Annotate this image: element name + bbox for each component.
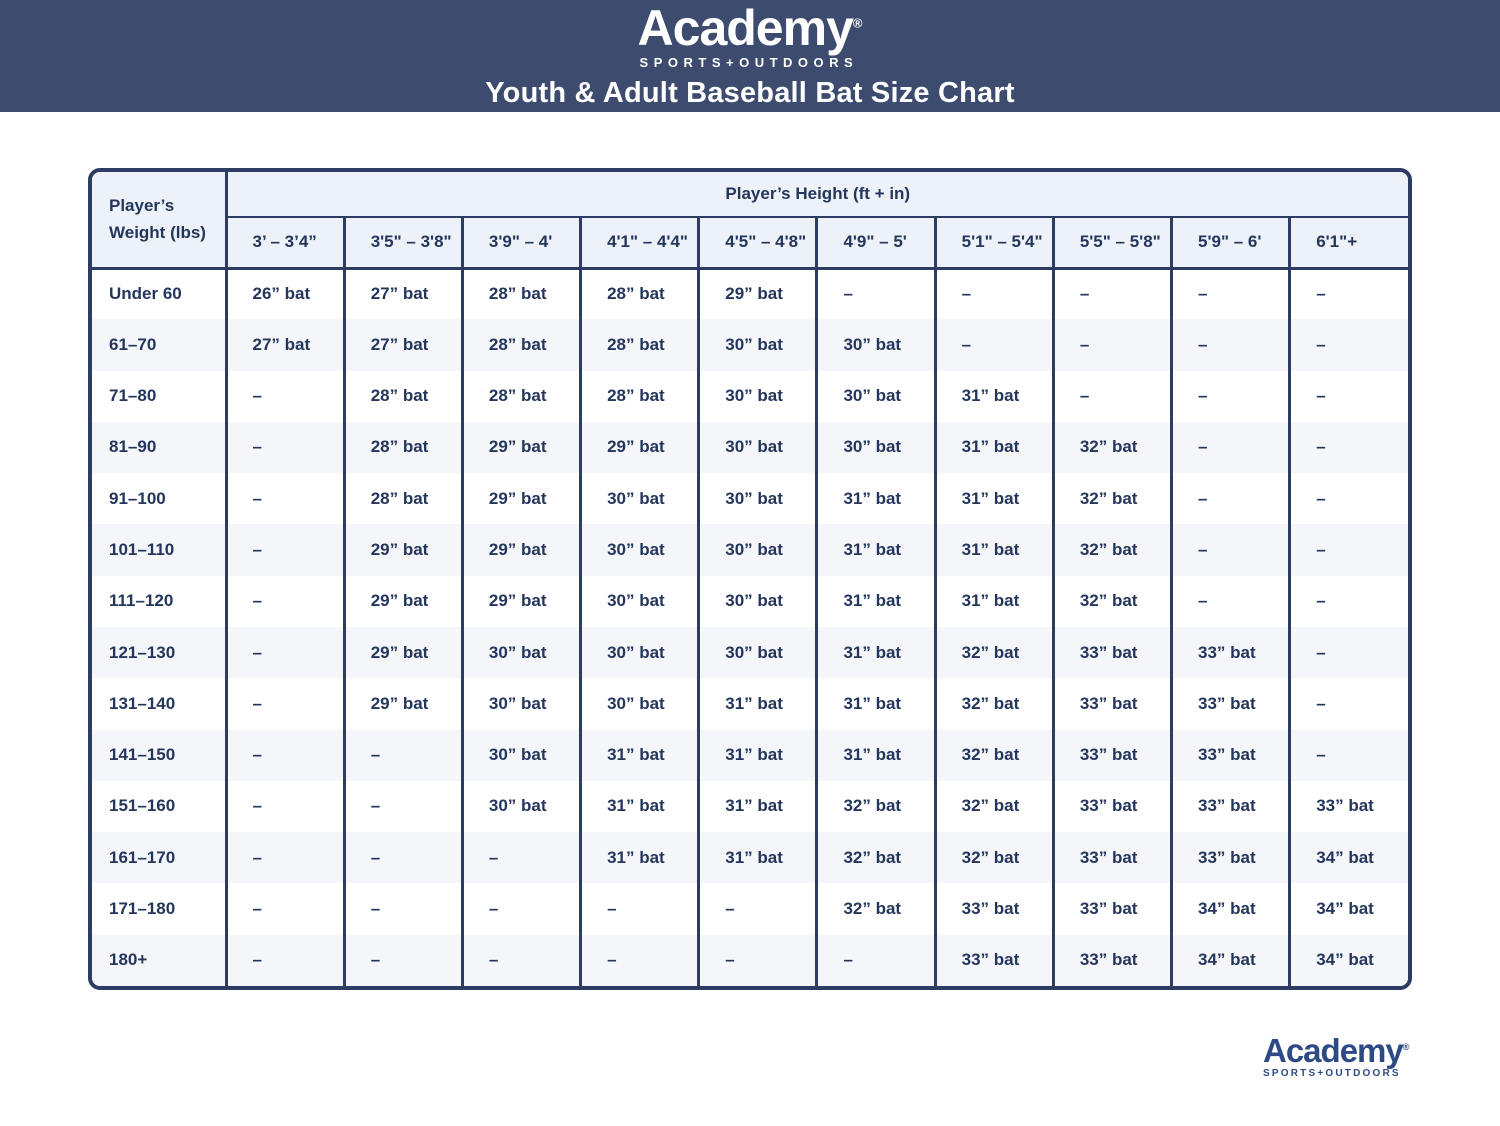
bat-size-cell: 30” bat bbox=[699, 371, 817, 422]
bat-size-cell: 30” bat bbox=[581, 576, 699, 627]
bat-size-cell: – bbox=[1290, 576, 1408, 627]
height-column-header: 4'9" – 5' bbox=[817, 217, 935, 268]
bat-size-cell: – bbox=[1172, 576, 1290, 627]
bat-size-cell: – bbox=[1172, 371, 1290, 422]
bat-size-cell: 31” bat bbox=[817, 678, 935, 729]
bat-size-cell: 31” bat bbox=[935, 524, 1053, 575]
bat-size-cell: – bbox=[226, 781, 344, 832]
bat-size-cell: – bbox=[226, 678, 344, 729]
bat-size-cell: – bbox=[344, 832, 462, 883]
bat-size-cell: 34” bat bbox=[1172, 883, 1290, 934]
bat-size-cell: 30” bat bbox=[699, 319, 817, 370]
height-column-header: 4'5" – 4'8" bbox=[699, 217, 817, 268]
height-column-header: 6'1"+ bbox=[1290, 217, 1408, 268]
academy-logo-word bbox=[1263, 1032, 1433, 1069]
weight-row-header: 151–160 bbox=[109, 796, 176, 816]
bat-size-cell: 29” bat bbox=[462, 524, 580, 575]
bat-size-cell: – bbox=[817, 935, 935, 986]
bat-size-cell: 30” bat bbox=[462, 781, 580, 832]
bat-size-cell: 31” bat bbox=[935, 576, 1053, 627]
academy-logo-subtext: SPORTS+OUTDOORS bbox=[639, 54, 859, 70]
bat-size-cell: 33” bat bbox=[1172, 627, 1290, 678]
bat-size-cell: 33” bat bbox=[1053, 935, 1171, 986]
bat-size-cell: – bbox=[226, 371, 344, 422]
weight-row-header: 61–70 bbox=[109, 334, 157, 354]
bat-size-cell: – bbox=[1290, 268, 1408, 319]
academy-logo-subtext: SPORTS+OUTDOORS bbox=[1263, 1068, 1401, 1080]
bat-size-cell: 30” bat bbox=[817, 371, 935, 422]
table-header bbox=[92, 172, 1408, 268]
bat-size-cell: 30” bat bbox=[699, 627, 817, 678]
bat-size-cell: 33” bat bbox=[1053, 678, 1171, 729]
table-row bbox=[92, 832, 1408, 883]
height-group-header: Player’s Height (ft + in) bbox=[226, 172, 1408, 217]
academy-logo bbox=[637, 0, 863, 70]
bat-size-cell: 31” bat bbox=[935, 371, 1053, 422]
bat-size-cell: – bbox=[1290, 422, 1408, 473]
bat-size-cell: 30” bat bbox=[462, 627, 580, 678]
table-row bbox=[92, 371, 1408, 422]
table-row bbox=[92, 883, 1408, 934]
weight-column-header: Player’s Weight (lbs) bbox=[92, 172, 226, 268]
page-title: Youth & Adult Baseball Bat Size Chart bbox=[485, 76, 1015, 109]
table-row bbox=[92, 935, 1408, 986]
bat-size-cell: – bbox=[935, 268, 1053, 319]
bat-size-cell: – bbox=[1172, 473, 1290, 524]
bat-size-cell: 33” bat bbox=[1053, 627, 1171, 678]
bat-size-cell: – bbox=[1290, 730, 1408, 781]
bat-size-cell: – bbox=[935, 319, 1053, 370]
bat-size-cell: – bbox=[581, 883, 699, 934]
bat-size-cell: 31” bat bbox=[699, 678, 817, 729]
bat-size-cell: 29” bat bbox=[344, 627, 462, 678]
bat-size-cell: – bbox=[1172, 268, 1290, 319]
bat-size-cell: 33” bat bbox=[1053, 730, 1171, 781]
bat-size-cell: 31” bat bbox=[581, 730, 699, 781]
bat-size-cell: – bbox=[226, 730, 344, 781]
bat-size-cell: 28” bat bbox=[581, 371, 699, 422]
bat-size-cell: – bbox=[226, 576, 344, 627]
bat-size-cell: 28” bat bbox=[581, 268, 699, 319]
bat-size-cell: 30” bat bbox=[462, 730, 580, 781]
bat-size-cell: 31” bat bbox=[935, 422, 1053, 473]
academy-logo-text: Academy bbox=[637, 0, 853, 56]
bat-size-cell: 31” bat bbox=[581, 781, 699, 832]
bat-size-cell: 31” bat bbox=[817, 576, 935, 627]
height-column-header: 3'9" – 4' bbox=[462, 217, 580, 268]
header-banner bbox=[0, 0, 1500, 112]
bat-table-body bbox=[92, 268, 1408, 986]
weight-row-header: 141–150 bbox=[109, 745, 176, 765]
bat-size-cell: 29” bat bbox=[581, 422, 699, 473]
bat-size-cell: 26” bat bbox=[226, 268, 344, 319]
bat-size-cell: 31” bat bbox=[581, 832, 699, 883]
bat-size-cell: – bbox=[344, 730, 462, 781]
bat-size-cell: 31” bat bbox=[817, 730, 935, 781]
bat-size-cell: 30” bat bbox=[581, 627, 699, 678]
bat-size-cell: – bbox=[1290, 371, 1408, 422]
bat-size-cell: 30” bat bbox=[699, 524, 817, 575]
bat-size-cell: 33” bat bbox=[1172, 678, 1290, 729]
weight-row-header: 71–80 bbox=[109, 386, 157, 406]
table-row bbox=[92, 524, 1408, 575]
bat-size-cell: 30” bat bbox=[462, 678, 580, 729]
bat-size-cell: – bbox=[581, 935, 699, 986]
bat-size-cell: – bbox=[226, 935, 344, 986]
bat-size-cell: 30” bat bbox=[581, 473, 699, 524]
bat-size-cell: 27” bat bbox=[344, 268, 462, 319]
bat-size-cell: 33” bat bbox=[1053, 832, 1171, 883]
bat-size-cell: – bbox=[226, 883, 344, 934]
bat-size-table bbox=[92, 172, 1408, 986]
registered-mark: ® bbox=[1402, 1042, 1410, 1052]
bat-size-cell: 29” bat bbox=[462, 473, 580, 524]
bat-size-cell: 34” bat bbox=[1290, 883, 1408, 934]
bat-size-cell: 32” bat bbox=[935, 832, 1053, 883]
bat-size-cell: 32” bat bbox=[1053, 524, 1171, 575]
bat-size-cell: 29” bat bbox=[344, 678, 462, 729]
bat-size-cell: 30” bat bbox=[699, 576, 817, 627]
bat-size-cell: – bbox=[226, 627, 344, 678]
bat-size-cell: – bbox=[699, 883, 817, 934]
bat-size-cell: – bbox=[1290, 627, 1408, 678]
bat-size-cell: – bbox=[1172, 319, 1290, 370]
bat-size-cell: – bbox=[1290, 319, 1408, 370]
bat-size-cell: 34” bat bbox=[1290, 935, 1408, 986]
bat-size-cell: 32” bat bbox=[1053, 576, 1171, 627]
bat-size-cell: 31” bat bbox=[817, 473, 935, 524]
weight-row-header: 180+ bbox=[109, 950, 148, 970]
bat-size-cell: 30” bat bbox=[817, 319, 935, 370]
height-columns-row bbox=[92, 217, 1408, 268]
bat-size-cell: 34” bat bbox=[1172, 935, 1290, 986]
bat-size-cell: 31” bat bbox=[935, 473, 1053, 524]
weight-row-header: 91–100 bbox=[109, 488, 166, 508]
bat-size-cell: 33” bat bbox=[1290, 781, 1408, 832]
bat-size-cell: – bbox=[1172, 524, 1290, 575]
bat-size-cell: 28” bat bbox=[344, 422, 462, 473]
registered-mark: ® bbox=[852, 15, 863, 31]
bat-size-cell: 31” bat bbox=[699, 832, 817, 883]
bat-size-cell: – bbox=[226, 524, 344, 575]
table-row bbox=[92, 627, 1408, 678]
bat-size-cell: 33” bat bbox=[935, 935, 1053, 986]
bat-size-chart-card bbox=[88, 168, 1412, 990]
footer-academy-logo bbox=[1263, 1032, 1433, 1080]
academy-logo-word bbox=[637, 0, 863, 56]
academy-logo-text: Academy bbox=[1263, 1032, 1403, 1069]
bat-size-cell: 33” bat bbox=[1172, 781, 1290, 832]
weight-row-header: 131–140 bbox=[109, 693, 176, 713]
bat-size-cell: – bbox=[699, 935, 817, 986]
bat-size-cell: 33” bat bbox=[1172, 832, 1290, 883]
weight-row-header: 171–180 bbox=[109, 899, 176, 919]
bat-size-cell: – bbox=[344, 781, 462, 832]
table-row bbox=[92, 576, 1408, 627]
height-group-row bbox=[92, 172, 1408, 217]
bat-size-cell: – bbox=[1290, 473, 1408, 524]
bat-size-cell: 32” bat bbox=[935, 730, 1053, 781]
bat-size-cell: 31” bat bbox=[699, 781, 817, 832]
bat-size-cell: 30” bat bbox=[817, 422, 935, 473]
table-row bbox=[92, 678, 1408, 729]
table-row bbox=[92, 473, 1408, 524]
bat-size-cell: 29” bat bbox=[344, 576, 462, 627]
table-row bbox=[92, 268, 1408, 319]
height-column-header: 3’ – 3’4” bbox=[226, 217, 344, 268]
bat-size-cell: – bbox=[1053, 319, 1171, 370]
table-row bbox=[92, 319, 1408, 370]
bat-size-cell: – bbox=[1053, 371, 1171, 422]
bat-size-cell: 28” bat bbox=[344, 473, 462, 524]
bat-size-cell: 32” bat bbox=[817, 781, 935, 832]
bat-size-cell: – bbox=[1053, 268, 1171, 319]
bat-size-cell: 31” bat bbox=[699, 730, 817, 781]
table-row bbox=[92, 781, 1408, 832]
bat-size-cell: – bbox=[226, 473, 344, 524]
bat-size-cell: 29” bat bbox=[462, 576, 580, 627]
table-row bbox=[92, 422, 1408, 473]
height-column-header: 5'9" – 6' bbox=[1172, 217, 1290, 268]
bat-size-cell: 28” bat bbox=[581, 319, 699, 370]
bat-size-cell: 32” bat bbox=[817, 883, 935, 934]
height-column-header: 3'5" – 3'8" bbox=[344, 217, 462, 268]
bat-size-cell: 32” bat bbox=[935, 627, 1053, 678]
bat-size-cell: 27” bat bbox=[226, 319, 344, 370]
bat-size-cell: – bbox=[462, 883, 580, 934]
bat-size-cell: 34” bat bbox=[1290, 832, 1408, 883]
bat-size-cell: 30” bat bbox=[699, 422, 817, 473]
weight-row-header: 161–170 bbox=[109, 847, 176, 867]
bat-size-cell: 29” bat bbox=[699, 268, 817, 319]
weight-row-header: 101–110 bbox=[109, 540, 175, 560]
bat-size-cell: 30” bat bbox=[581, 678, 699, 729]
bat-size-cell: 32” bat bbox=[1053, 473, 1171, 524]
height-column-header: 5'5" – 5'8" bbox=[1053, 217, 1171, 268]
bat-size-cell: – bbox=[226, 832, 344, 883]
bat-size-cell: 28” bat bbox=[462, 319, 580, 370]
weight-row-header: 81–90 bbox=[109, 437, 157, 457]
bat-size-cell: 29” bat bbox=[462, 422, 580, 473]
bat-size-cell: 29” bat bbox=[344, 524, 462, 575]
bat-size-cell: – bbox=[462, 832, 580, 883]
bat-size-cell: 33” bat bbox=[1053, 883, 1171, 934]
bat-size-cell: – bbox=[1290, 524, 1408, 575]
bat-size-cell: – bbox=[462, 935, 580, 986]
bat-size-cell: – bbox=[1290, 678, 1408, 729]
bat-size-cell: – bbox=[226, 422, 344, 473]
height-column-header: 5'1" – 5'4" bbox=[935, 217, 1053, 268]
bat-size-cell: 32” bat bbox=[935, 678, 1053, 729]
weight-row-header: 121–130 bbox=[109, 642, 176, 662]
height-column-header: 4'1" – 4'4" bbox=[581, 217, 699, 268]
bat-size-cell: 28” bat bbox=[344, 371, 462, 422]
bat-size-cell: – bbox=[344, 883, 462, 934]
bat-size-cell: 31” bat bbox=[817, 524, 935, 575]
bat-size-cell: 32” bat bbox=[1053, 422, 1171, 473]
bat-size-cell: 33” bat bbox=[935, 883, 1053, 934]
table-row bbox=[92, 730, 1408, 781]
bat-size-cell: 27” bat bbox=[344, 319, 462, 370]
bat-size-cell: 31” bat bbox=[817, 627, 935, 678]
bat-size-cell: – bbox=[1172, 422, 1290, 473]
weight-row-header: 111–120 bbox=[109, 591, 174, 611]
bat-size-cell: 33” bat bbox=[1172, 730, 1290, 781]
bat-size-cell: 30” bat bbox=[581, 524, 699, 575]
bat-size-cell: – bbox=[817, 268, 935, 319]
bat-size-cell: – bbox=[344, 935, 462, 986]
bat-size-cell: 30” bat bbox=[699, 473, 817, 524]
bat-size-cell: 32” bat bbox=[935, 781, 1053, 832]
bat-size-cell: 28” bat bbox=[462, 371, 580, 422]
bat-size-cell: 33” bat bbox=[1053, 781, 1171, 832]
bat-size-cell: 28” bat bbox=[462, 268, 580, 319]
weight-row-header: Under 60 bbox=[109, 284, 182, 304]
bat-size-cell: 32” bat bbox=[817, 832, 935, 883]
